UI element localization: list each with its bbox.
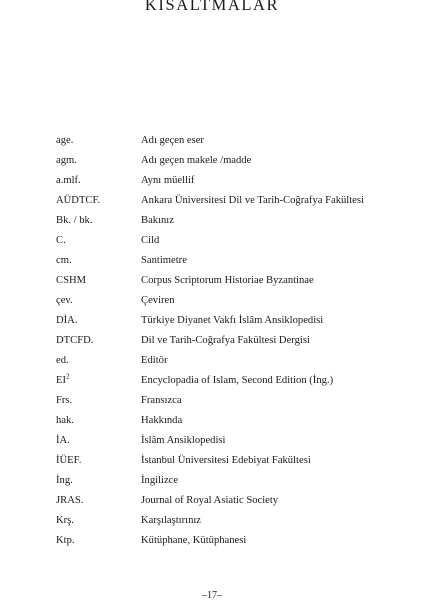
abbreviation-code	[56, 271, 141, 291]
abbreviation-code-text: Bk. / bk.	[56, 215, 93, 226]
page-title: KISALTMALAR	[144, 0, 280, 14]
abbreviation-code-text: İng.	[56, 475, 73, 486]
abbreviation-code-text: DTCFD.	[56, 335, 94, 346]
abbreviation-meaning: İslâm Ansiklopedisi	[141, 435, 226, 446]
abbreviation-row	[56, 411, 386, 431]
abbreviation-code-text: hak.	[56, 415, 74, 426]
abbreviation-meaning: Dil ve Tarih-Coğrafya Fakültesi Dergisi	[141, 335, 310, 346]
abbreviation-row	[56, 491, 386, 511]
abbreviation-code-text: a.mlf.	[56, 175, 81, 186]
abbreviation-row	[56, 171, 386, 191]
abbreviation-code	[56, 511, 141, 531]
abbreviation-code-text: agm.	[56, 155, 77, 166]
abbreviation-row	[56, 251, 386, 271]
abbreviation-meaning: Bakınız	[141, 215, 174, 226]
abbreviation-code-text: İÜEF.	[56, 455, 82, 466]
abbreviation-meaning: Çeviren	[141, 295, 175, 306]
abbreviation-code	[56, 491, 141, 511]
abbreviation-meaning: Ankara Üniversitesi Dil ve Tarih-Coğrafya Fakültesi	[141, 195, 364, 206]
abbreviation-code-text: Frs.	[56, 395, 73, 406]
abbreviation-meaning: Adı geçen makele /madde	[141, 155, 252, 166]
abbreviation-code-text: çev.	[56, 295, 73, 306]
abbreviation-meaning: İngilizce	[141, 475, 179, 486]
abbreviation-meaning: Journal of Royal Asiatic Society	[141, 495, 279, 506]
abbreviation-meaning: Kütüphane, Kütüphanesi	[141, 535, 247, 546]
abbreviation-meaning: İstanbul Üniversitesi Edebiyat Fakültesi	[141, 455, 311, 466]
abbreviation-code	[56, 231, 141, 251]
abbreviation-code	[56, 291, 141, 311]
abbreviation-row	[56, 331, 386, 351]
abbreviation-code	[56, 471, 141, 491]
abbreviation-meaning: Aynı müellif	[141, 175, 195, 186]
abbreviation-row	[56, 431, 386, 451]
abbreviation-meaning: Santimetre	[141, 255, 187, 266]
abbreviation-code-text: cm.	[56, 255, 72, 266]
abbreviation-code	[56, 331, 141, 351]
abbreviation-row	[56, 471, 386, 491]
abbreviation-code	[56, 151, 141, 171]
abbreviation-code	[56, 431, 141, 451]
abbreviation-code	[56, 191, 141, 211]
abbreviation-row	[56, 231, 386, 251]
abbreviation-code-text: JRAS.	[56, 495, 84, 506]
abbreviation-code-text: Krş.	[56, 515, 74, 526]
abbreviation-meaning: Türkiye Diyanet Vakfı İslâm Ansiklopedisi	[141, 315, 324, 326]
abbreviation-code	[56, 311, 141, 331]
abbreviation-meaning: Fransızca	[141, 395, 182, 406]
abbreviation-row	[56, 311, 386, 331]
abbreviation-code	[56, 391, 141, 411]
abbreviation-code-text: ed.	[56, 355, 69, 366]
page-number: –17–	[202, 590, 222, 601]
abbreviation-code	[56, 371, 141, 391]
abbreviation-code-text: EI	[56, 375, 66, 386]
abbreviation-meaning: Encyclopadia of Islam, Second Edition (İng.)	[141, 375, 334, 386]
abbreviation-meaning: Hakkında	[141, 415, 183, 426]
abbreviation-code	[56, 531, 141, 551]
abbreviation-row	[56, 371, 386, 391]
abbreviation-meaning: Cild	[141, 235, 160, 246]
abbreviation-row	[56, 271, 386, 291]
abbreviation-code-text: CSHM	[56, 275, 87, 286]
abbreviation-row	[56, 351, 386, 371]
abbreviation-code	[56, 411, 141, 431]
abbreviation-code-text: Ktp.	[56, 535, 75, 546]
abbreviation-row	[56, 291, 386, 311]
abbreviation-meaning: Corpus Scriptorum Historiae Byzantinae	[141, 275, 314, 286]
abbreviation-code	[56, 451, 141, 471]
abbreviation-code-text: C.	[56, 235, 66, 246]
abbreviation-code	[56, 131, 141, 151]
abbreviation-row	[56, 211, 386, 231]
abbreviation-code-superscript: 2	[66, 372, 70, 381]
abbreviation-row	[56, 451, 386, 471]
abbreviation-code	[56, 171, 141, 191]
abbreviation-row	[56, 131, 386, 151]
abbreviation-meaning: Karşılaştırınız	[141, 515, 202, 526]
abbreviation-row	[56, 531, 386, 551]
abbreviation-row	[56, 391, 386, 411]
abbreviation-meaning: Adı geçen eser	[141, 135, 204, 146]
abbreviation-row	[56, 151, 386, 171]
abbreviation-meaning: Editör	[141, 355, 168, 366]
abbreviation-code-text: DİA.	[56, 315, 78, 326]
abbreviation-row	[56, 511, 386, 531]
abbreviation-code	[56, 211, 141, 231]
abbreviation-code-text: İA.	[56, 435, 70, 446]
abbreviation-list	[56, 131, 386, 551]
abbreviation-code-text: age.	[56, 135, 74, 146]
abbreviation-row	[56, 191, 386, 211]
abbreviation-code	[56, 251, 141, 271]
abbreviation-code	[56, 351, 141, 371]
abbreviation-code-text: AÜDTCF.	[56, 195, 101, 206]
